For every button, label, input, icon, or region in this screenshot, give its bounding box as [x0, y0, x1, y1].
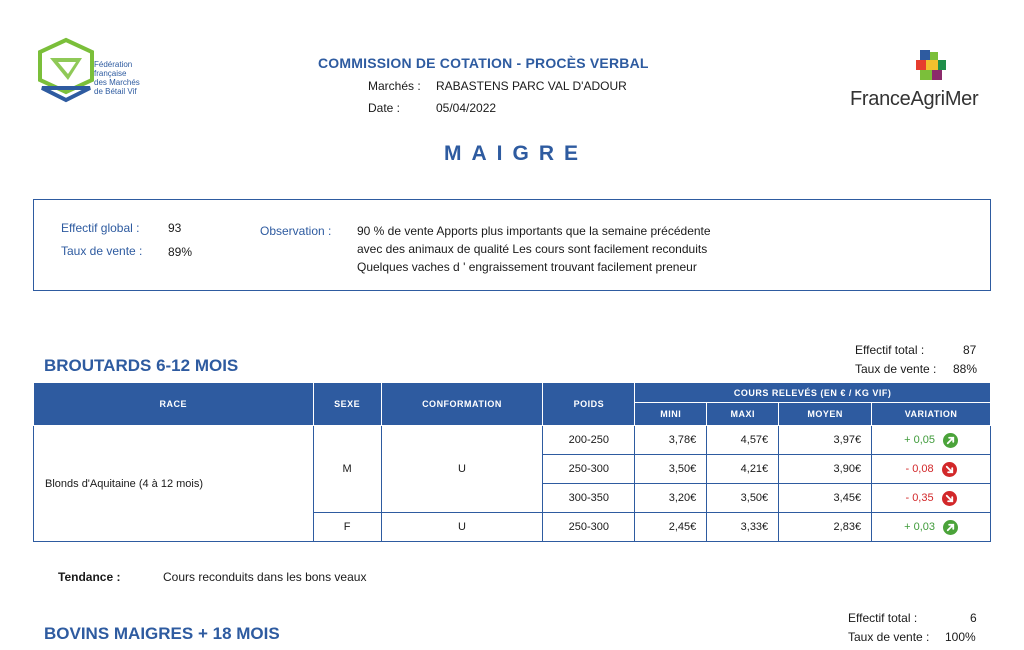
bovins-section-title: BOVINS MAIGRES + 18 MOIS — [44, 624, 280, 643]
date-value: 05/04/2022 — [436, 101, 497, 115]
effectif-global-value: 93 — [168, 221, 182, 235]
sexe-cell: M — [313, 426, 381, 513]
page-title: MAIGRE — [444, 142, 588, 165]
bovins-taux-label: Taux de vente : — [848, 630, 930, 644]
poids-cell: 300-350 — [543, 484, 635, 513]
ffm-logo-text — [94, 60, 140, 96]
marches-label: Marchés : — [368, 79, 421, 93]
broutards-taux-value: 88% — [953, 362, 978, 376]
mini-cell: 2,45€ — [635, 513, 707, 542]
col-header-sexe: SEXE — [313, 383, 381, 426]
conformation-cell: U — [381, 426, 543, 513]
taux-vente-label: Taux de vente : — [61, 244, 143, 258]
variation-cell — [872, 484, 991, 513]
sexe-cell: F — [313, 513, 381, 542]
franceagrimer-logo — [912, 50, 952, 86]
poids-cell: 200-250 — [543, 426, 635, 455]
date-label: Date : — [368, 101, 401, 115]
document-title: COMMISSION DE COTATION - PROCÈS VERBAL — [318, 55, 649, 71]
col-header-race: RACE — [34, 383, 314, 426]
broutards-effectif-value: 87 — [963, 343, 977, 357]
ffm-logo-line: des Marchés — [94, 78, 140, 87]
moyen-cell: 3,97€ — [779, 426, 872, 455]
bovins-effectif-label: Effectif total : — [848, 611, 918, 625]
col-header-variation: VARIATION — [872, 403, 991, 426]
observation-line: 90 % de vente Apports plus importants que la semaine précédente — [357, 224, 711, 238]
arrow-up-right-icon — [943, 520, 958, 535]
variation-value: - 0,35 — [905, 492, 934, 504]
col-header-mini: MINI — [635, 403, 707, 426]
effectif-global-label: Effectif global : — [61, 221, 140, 235]
variation-value: + 0,05 — [904, 434, 935, 446]
variation-cell — [872, 455, 991, 484]
table-header-row — [34, 383, 991, 403]
ffm-logo-line: Fédération — [94, 60, 133, 69]
maxi-cell: 4,57€ — [707, 426, 779, 455]
tendance-value: Cours reconduits dans les bons veaux — [163, 570, 367, 584]
poids-cell: 250-300 — [543, 455, 635, 484]
maxi-cell: 3,50€ — [707, 484, 779, 513]
ffm-logo-line: de Bétail Vif — [94, 87, 137, 96]
maxi-cell: 4,21€ — [707, 455, 779, 484]
moyen-cell: 2,83€ — [779, 513, 872, 542]
broutards-section-title: BROUTARDS 6-12 MOIS — [44, 356, 239, 375]
moyen-cell: 3,90€ — [779, 455, 872, 484]
broutards-table — [33, 382, 991, 542]
bovins-taux-value: 100% — [945, 630, 976, 644]
variation-value: + 0,03 — [904, 521, 935, 533]
race-cell: Blonds d'Aquitaine (4 à 12 mois) — [34, 426, 314, 542]
mini-cell: 3,20€ — [635, 484, 707, 513]
bovins-effectif-value: 6 — [970, 611, 977, 625]
variation-cell — [872, 513, 991, 542]
observation-line: avec des animaux de qualité Les cours sont facilement reconduits — [357, 242, 708, 256]
taux-vente-value: 89% — [168, 245, 193, 259]
poids-cell: 250-300 — [543, 513, 635, 542]
col-header-poids: POIDS — [543, 383, 635, 426]
observation-label: Observation : — [260, 224, 332, 238]
col-header-maxi: MAXI — [707, 403, 779, 426]
table-row — [34, 426, 991, 455]
ffm-logo-line: française — [94, 69, 127, 78]
col-header-moyen: MOYEN — [779, 403, 872, 426]
variation-cell — [872, 426, 991, 455]
observation-line: Quelques vaches d ' engraissement trouvant facilement preneur — [357, 260, 697, 274]
tendance-label: Tendance : — [58, 570, 121, 584]
col-header-conformation: CONFORMATION — [381, 383, 543, 426]
col-header-cours: COURS RELEVÉS (EN € / KG VIF) — [635, 383, 991, 403]
franceagrimer-logo-text: FranceAgriMer — [850, 88, 979, 110]
variation-value: - 0,08 — [905, 463, 934, 475]
maxi-cell: 3,33€ — [707, 513, 779, 542]
broutards-taux-label: Taux de vente : — [855, 362, 937, 376]
arrow-down-right-icon — [942, 462, 957, 477]
mini-cell: 3,50€ — [635, 455, 707, 484]
arrow-up-right-icon — [943, 433, 958, 448]
arrow-down-right-icon — [942, 491, 957, 506]
moyen-cell: 3,45€ — [779, 484, 872, 513]
marches-value: RABASTENS PARC VAL D'ADOUR — [436, 79, 627, 93]
conformation-cell: U — [381, 513, 543, 542]
mini-cell: 3,78€ — [635, 426, 707, 455]
broutards-effectif-label: Effectif total : — [855, 343, 925, 357]
